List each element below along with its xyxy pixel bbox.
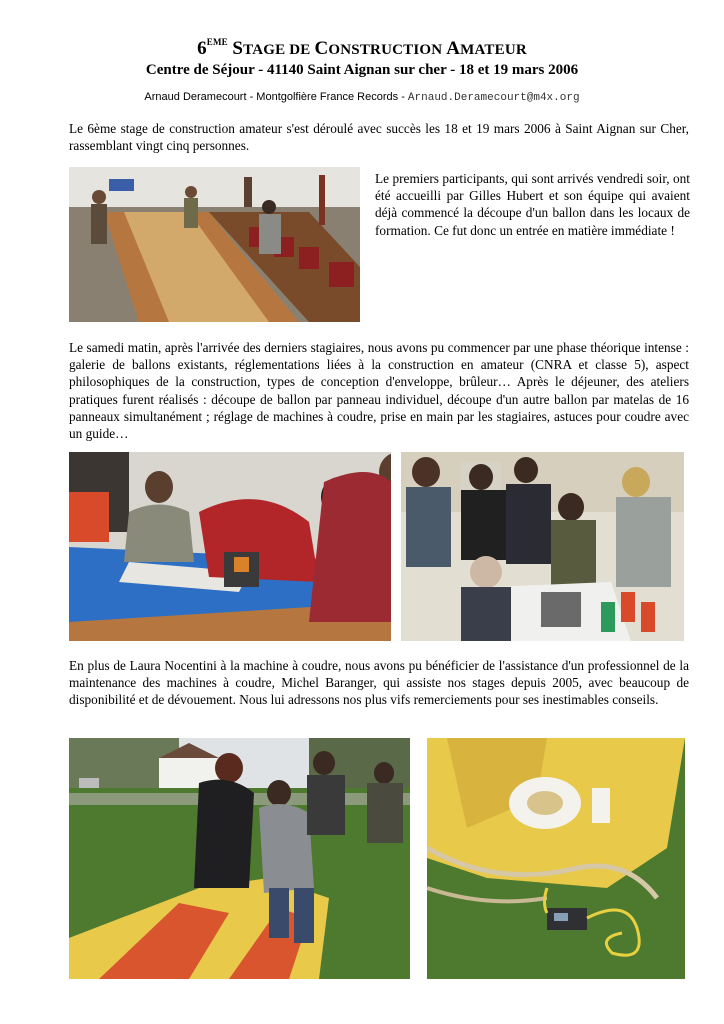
photo-balloon-device (427, 738, 685, 979)
author-name: Arnaud Deramecourt - Montgolfière France Records - (144, 91, 408, 103)
intro-paragraph: Le 6ème stage de construction amateur s'est déroulé avec succès les 18 et 19 mars 2006 à Saint Aignan sur Cher, rassemblant vingt cinq personnes. (69, 121, 689, 154)
author-line (0, 91, 724, 104)
assistance-paragraph: En plus de Laura Nocentini à la machine à coudre, nous avons pu bénéficier de l'assistance d'un professionnel de la maintenance des machines à coudre, Michel Baranger, qui assiste nos stages depuis 2005, avec beaucoup de disponibilité et de dévouement. Nous lui adressons nos plus vifs remerciements pour ses inestimables conseils. (69, 658, 689, 708)
photo-workshop-tables (69, 167, 360, 322)
photo-fabric-cutting (69, 452, 391, 641)
photo-outdoor-balloon (69, 738, 410, 979)
author-email: Arnaud.Deramecourt@m4x.org (407, 92, 580, 104)
page-title: 6EME STAGE DE CONSTRUCTION AMATEUR (197, 37, 527, 59)
arrival-paragraph: Le premiers participants, qui sont arrivés vendredi soir, ont été accueilli par Gilles Hubert et son équipe qui avaient déjà commencé la découpe d'un ballon dans les locaux de formation. Ce fut donc un entrée en matière immédiate ! (375, 171, 690, 238)
saturday-paragraph: Le samedi matin, après l'arrivée des derniers stagiaires, nous avons pu commencer par une phase théorique intense : galerie de ballons existants, réglementations liées à la construction en amateur (CNRA et classe 5), aspect philosophiques de la construction, types de conception d'enveloppe, brûleur… Après le déjeuner, des ateliers pratiques furent réalisés : découpe de ballon par panneau individuel, découpe d'un autre ballon par matelas de 16 panneaux simultanément ; réglage de machines à coudre, prise en main par les stagiaires, astuces pour coudre avec un guide… (69, 340, 689, 442)
photo-sewing-machine-group (401, 452, 684, 641)
page-subtitle: Centre de Séjour - 41140 Saint Aignan sur cher - 18 et 19 mars 2006 (145, 62, 579, 78)
